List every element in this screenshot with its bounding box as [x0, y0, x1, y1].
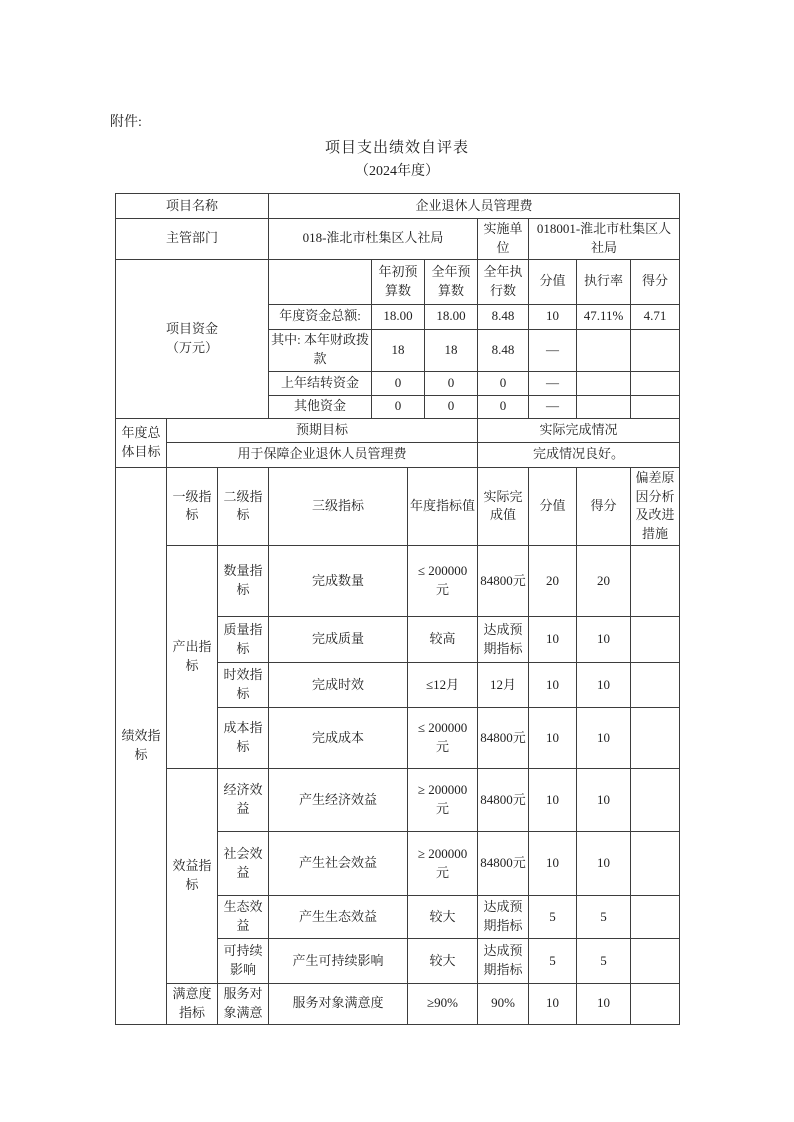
score-value: 10	[529, 832, 577, 896]
score-value: 5	[529, 939, 577, 984]
empty-cell	[269, 259, 372, 304]
funds-value: —	[529, 395, 577, 418]
actual-value: 84800元	[478, 708, 529, 769]
funds-label	[116, 259, 269, 418]
indicator-col-header-score: 得分	[577, 467, 631, 545]
score-earned: 10	[577, 663, 631, 708]
target-value: 较高	[408, 617, 478, 663]
level2-indicator: 经济效益	[218, 769, 269, 832]
level3-indicator: 完成数量	[269, 546, 408, 617]
funds-value: 0	[372, 395, 425, 418]
funds-row-label-carryover: 上年结转资金	[269, 371, 372, 395]
funds-value: 8.48	[478, 329, 529, 371]
target-value: ≥90%	[408, 984, 478, 1025]
funds-col-header-score: 得分	[631, 259, 680, 304]
actual-value: 12月	[478, 663, 529, 708]
attachment-label: 附件:	[110, 115, 142, 130]
project-name-label: 项目名称	[116, 194, 269, 219]
score-value: 5	[529, 896, 577, 939]
level3-indicator: 产生生态效益	[269, 896, 408, 939]
actual-value: 84800元	[478, 832, 529, 896]
score-value: 10	[529, 617, 577, 663]
score-value: 10	[529, 769, 577, 832]
level1-indicator-satisfaction: 满意度指标	[167, 984, 218, 1025]
level3-indicator: 服务对象满意度	[269, 984, 408, 1025]
deviation-cell	[631, 769, 680, 832]
funds-value: 18	[372, 329, 425, 371]
level3-indicator: 产生社会效益	[269, 832, 408, 896]
score-earned: 10	[577, 984, 631, 1025]
level2-indicator: 质量指标	[218, 617, 269, 663]
impl-unit-value: 018001-淮北市杜集区人社局	[529, 219, 680, 260]
actual-value: 达成预期指标	[478, 617, 529, 663]
level3-indicator: 产生经济效益	[269, 769, 408, 832]
indicator-col-header-target: 年度指标值	[408, 467, 478, 545]
target-value: ≤ 200000 元	[408, 708, 478, 769]
score-earned: 5	[577, 939, 631, 984]
impl-unit-label: 实施单位	[478, 219, 529, 260]
target-value: 较大	[408, 896, 478, 939]
funds-value: 10	[529, 304, 577, 329]
actual-value: 90%	[478, 984, 529, 1025]
deviation-cell	[631, 832, 680, 896]
level2-indicator: 生态效益	[218, 896, 269, 939]
funds-row-label-total: 年度资金总额:	[269, 304, 372, 329]
funds-value	[577, 329, 631, 371]
level3-indicator: 产生可持续影响	[269, 939, 408, 984]
score-earned: 10	[577, 832, 631, 896]
funds-value	[577, 371, 631, 395]
target-value: ≥ 200000 元	[408, 832, 478, 896]
funds-col-header-initial-budget: 年初预算数	[372, 259, 425, 304]
actual-completion-value: 完成情况良好。	[478, 442, 680, 467]
indicator-col-header-score-value: 分值	[529, 467, 577, 545]
funds-col-header-annual-budget: 全年预算数	[425, 259, 478, 304]
indicator-col-header-level3: 三级指标	[269, 467, 408, 545]
funds-col-header-score-value: 分值	[529, 259, 577, 304]
score-value: 20	[529, 546, 577, 617]
funds-row-label-fiscal: 其中: 本年财政拨款	[269, 329, 372, 371]
actual-value: 84800元	[478, 769, 529, 832]
score-earned: 10	[577, 708, 631, 769]
department-value: 018-淮北市杜集区人社局	[269, 219, 478, 260]
indicator-col-header-level1: 一级指标	[167, 467, 218, 545]
funds-value: —	[529, 329, 577, 371]
self-evaluation-table	[115, 193, 680, 1025]
funds-value: 8.48	[478, 304, 529, 329]
target-value: ≤ 200000 元	[408, 546, 478, 617]
level2-indicator: 数量指标	[218, 546, 269, 617]
actual-value: 达成预期指标	[478, 939, 529, 984]
funds-value: 0	[425, 395, 478, 418]
department-label: 主管部门	[116, 219, 269, 260]
funds-value: 18.00	[372, 304, 425, 329]
funds-value	[631, 329, 680, 371]
deviation-cell	[631, 617, 680, 663]
deviation-cell	[631, 896, 680, 939]
actual-completion-header: 实际完成情况	[478, 418, 680, 442]
funds-value: 0	[372, 371, 425, 395]
level3-indicator: 完成质量	[269, 617, 408, 663]
score-value: 10	[529, 663, 577, 708]
level2-indicator: 时效指标	[218, 663, 269, 708]
funds-value	[631, 371, 680, 395]
deviation-cell	[631, 708, 680, 769]
score-earned: 10	[577, 769, 631, 832]
annual-goal-label: 年度总体目标	[116, 418, 167, 467]
deviation-cell	[631, 663, 680, 708]
funds-value	[577, 395, 631, 418]
score-earned: 20	[577, 546, 631, 617]
expected-goal-header: 预期目标	[167, 418, 478, 442]
funds-label-line2: （万元）	[166, 339, 219, 355]
level3-indicator: 完成时效	[269, 663, 408, 708]
target-value: 较大	[408, 939, 478, 984]
funds-value: 47.11%	[577, 304, 631, 329]
deviation-cell	[631, 546, 680, 617]
document-title: 项目支出绩效自评表	[324, 140, 469, 156]
actual-value: 达成预期指标	[478, 896, 529, 939]
expected-goal-value: 用于保障企业退休人员管理费	[167, 442, 478, 467]
funds-row-label-other: 其他资金	[269, 395, 372, 418]
level2-indicator: 成本指标	[218, 708, 269, 769]
funds-label-line1: 项目资金	[166, 320, 219, 336]
indicator-col-header-actual: 实际完成值	[478, 467, 529, 545]
level1-indicator-output: 产出指标	[167, 546, 218, 769]
indicator-col-header-deviation: 偏差原因分析及改进措施	[631, 467, 680, 545]
funds-value: 0	[478, 371, 529, 395]
actual-value: 84800元	[478, 546, 529, 617]
funds-value: 4.71	[631, 304, 680, 329]
funds-col-header-execution-rate: 执行率	[577, 259, 631, 304]
level1-indicator-benefit: 效益指标	[167, 769, 218, 984]
funds-value: 0	[478, 395, 529, 418]
deviation-cell	[631, 939, 680, 984]
score-earned: 10	[577, 617, 631, 663]
level2-indicator: 服务对象满意	[218, 984, 269, 1025]
level3-indicator: 完成成本	[269, 708, 408, 769]
funds-value: —	[529, 371, 577, 395]
indicators-label: 绩效指标	[116, 467, 167, 1024]
funds-value: 0	[425, 371, 478, 395]
level2-indicator: 社会效益	[218, 832, 269, 896]
funds-value: 18.00	[425, 304, 478, 329]
target-value: ≥ 200000 元	[408, 769, 478, 832]
project-name-value: 企业退休人员管理费	[269, 194, 680, 219]
score-value: 10	[529, 984, 577, 1025]
level2-indicator: 可持续影响	[218, 939, 269, 984]
target-value: ≤12月	[408, 663, 478, 708]
funds-value: 18	[425, 329, 478, 371]
score-earned: 5	[577, 896, 631, 939]
deviation-cell	[631, 984, 680, 1025]
funds-value	[631, 395, 680, 418]
document-subtitle: （2024年度）	[355, 164, 439, 179]
score-value: 10	[529, 708, 577, 769]
indicator-col-header-level2: 二级指标	[218, 467, 269, 545]
funds-col-header-annual-execution: 全年执行数	[478, 259, 529, 304]
